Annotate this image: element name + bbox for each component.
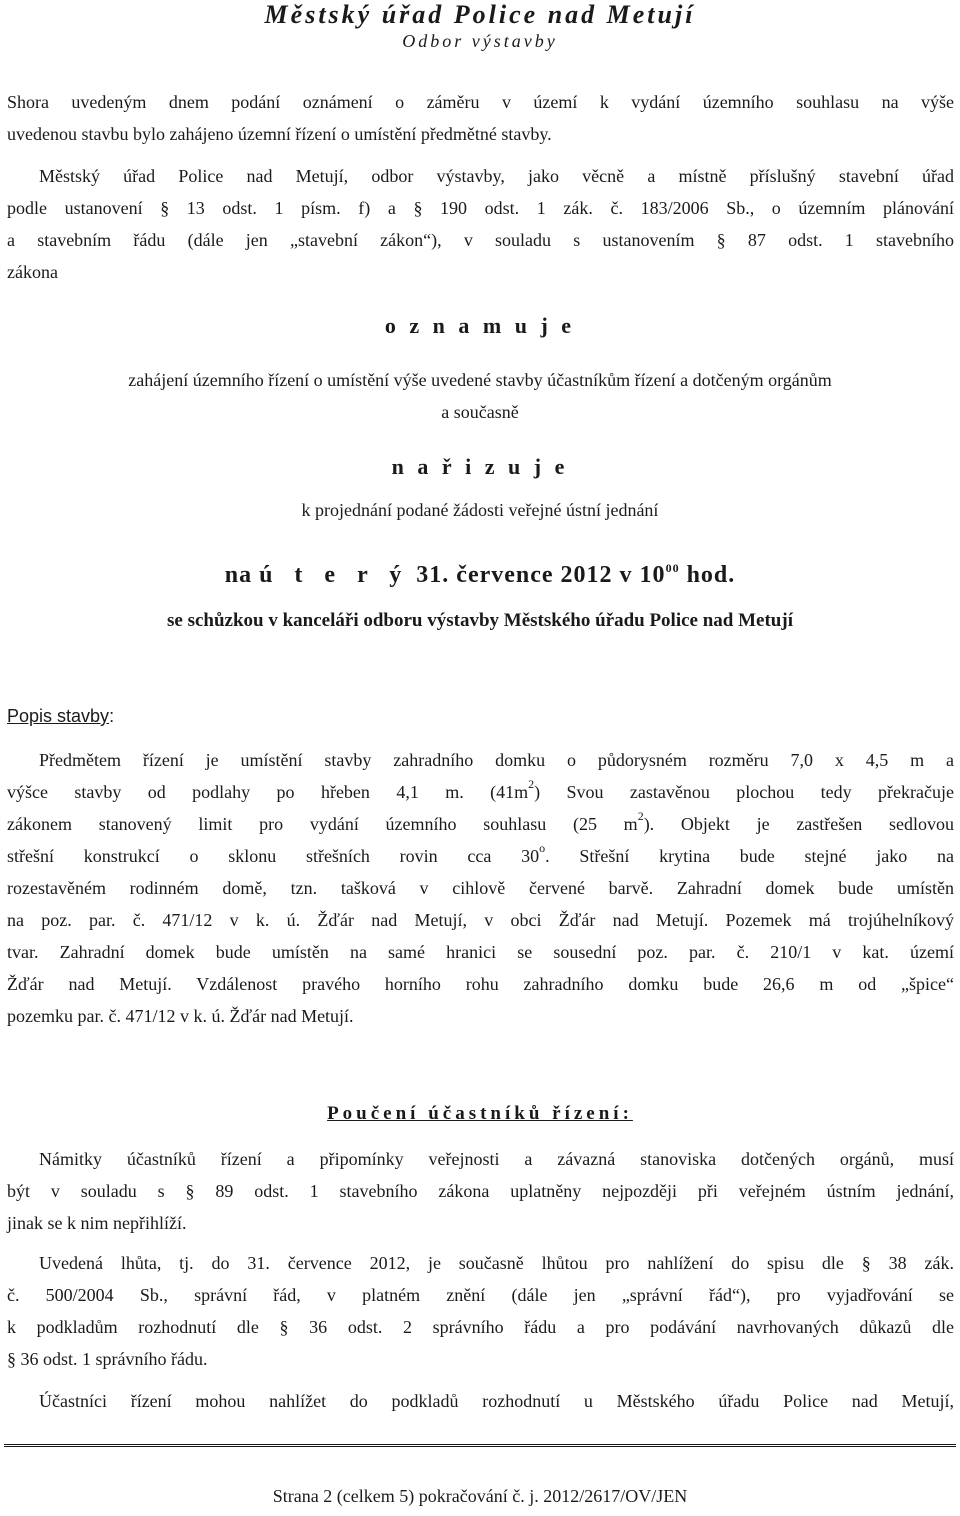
text-line [7,808,954,840]
text-line: Městský úřad Police nad Metují, odbor výstavby, jako věcně a místně příslušný stavební úřad [39,166,954,186]
intro-paragraph-1 [7,86,954,150]
text-line: na poz. par. č. 471/12 v k. ú. Žďár nad Metují, v obci Žďár nad Metují. Pozemek má trojúhelníkový [7,910,954,930]
text-line: jinak se k nim nepřihlíží. [7,1213,187,1233]
instruction-paragraph-1 [7,1143,954,1239]
text-line: uvedenou stavbu bylo zahájeno územní řízení o umístění předmětné stavby. [7,124,552,144]
order-heading: n a ř i z u j e [391,454,569,479]
text-line: a stavebním řádu (dále jen „stavební zákon“), v souladu s ustanovením § 87 odst. 1 stavebního [7,230,954,250]
date-suffix: hod. [686,562,736,588]
text-segment: výšce stavby od podlahy po hřeben 4,1 m. (41m [7,782,529,802]
text-line: č. 500/2004 Sb., správní řád, v platném znění (dále jen „správní řád“), pro vyjadřování se [7,1285,954,1305]
text-line: Uvedená lhůta, tj. do 31. července 2012, je současně lhůtou pro nahlížení do spisu dle § 38 zák. [39,1253,954,1273]
superscript: 2 [528,777,535,791]
text-line: rozestavěném rodinném domě, tzn. tašková v cihlově červené barvě. Zahradní domek bude umístěn [7,878,954,898]
instruction-heading: Poučení účastníků řízení: [327,1103,633,1124]
text-line: k podkladům rozhodnutí dle § 36 odst. 2 správního řádu a pro podávání navrhovaných důkazů dle [7,1317,954,1337]
text-line: pozemku par. č. 471/12 v k. ú. Žďár nad Metují. [7,1006,354,1026]
date-main: 31. července 2012 v 10 [416,562,666,588]
text-line: být v souladu s § 89 odst. 1 stavebního zákona uplatněny nejpozději při veřejném ústním jednání, [7,1181,954,1201]
instruction-paragraph-2 [7,1247,954,1375]
text-line: Žďár nad Metují. Vzdálenost pravého horního rohu zahradního domku bude 26,6 m od „špice“ [7,974,954,994]
order-line: k projednání podané žádosti veřejné ústní jednání [301,500,659,520]
date-minutes: 00 [665,561,680,575]
text-line: Shora uvedeným dnem podání oznámení o záměru v území k vydání územního souhlasu na výše [7,92,954,112]
meeting-location: se schůzkou v kanceláři odboru výstavby Městského úřadu Police nad Metují [167,610,793,631]
description-paragraph [7,744,954,1032]
announce-heading: o z n a m u j e [384,313,576,338]
text-line [7,776,954,808]
description-label [7,706,114,727]
office-title: Městský úřad Police nad Metují [264,0,696,29]
description-label-text: Popis stavby [7,706,110,726]
text-line: Účastníci řízení mohou nahlížet do podkladů rozhodnutí u Městského úřadu Police nad Metují, [39,1391,954,1411]
text-segment: . Střešní krytina bude stejné jako na [545,846,954,866]
superscript: o [539,841,546,855]
text-segment: zákonem stanovený limit pro vydání územního souhlasu (25 m [7,814,638,834]
announce-line: a současně [441,402,519,422]
superscript: 2 [637,809,644,823]
text-line: tvar. Zahradní domek bude umístěn na samé hranici se sousední poz. par. č. 210/1 v kat. území [7,942,954,962]
text-line: Předmětem řízení je umístění stavby zahradního domku o půdorysném rozměru 7,0 x 4,5 m a [39,750,954,770]
text-segment: ). Objekt je zastřešen sedlovou [643,814,954,834]
announce-line: zahájení územního řízení o umístění výše uvedené stavby účastníkům řízení a dotčeným orgánům [128,370,832,390]
footer-divider [4,1444,956,1447]
description-label-colon: : [109,706,115,726]
text-line: zákona [7,262,58,282]
text-line: podle ustanovení § 13 odst. 1 písm. f) a § 190 odst. 1 zák. č. 183/2006 Sb., o územním plánování [7,198,954,218]
text-line: § 36 odst. 1 správního řádu. [7,1349,208,1369]
date-day: ú t e r ý [259,562,410,588]
instruction-paragraph-3 [7,1385,954,1417]
text-line [7,840,954,872]
intro-paragraph-2 [7,160,954,288]
text-segment: ) Svou zastavěnou plochou tedy překračuje [534,782,955,802]
date-prefix: na [224,562,253,588]
page-footer: Strana 2 (celkem 5) pokračování č. j. 2012/2617/OV/JEN [272,1486,688,1506]
department-subtitle: Odbor výstavby [402,31,558,51]
text-line: Námitky účastníků řízení a připomínky veřejnosti a závazná stanoviska dotčených orgánů, musí [39,1149,954,1169]
hearing-date [0,562,960,589]
text-segment: střešní konstrukcí o sklonu střešních rovin cca 30 [7,846,540,866]
